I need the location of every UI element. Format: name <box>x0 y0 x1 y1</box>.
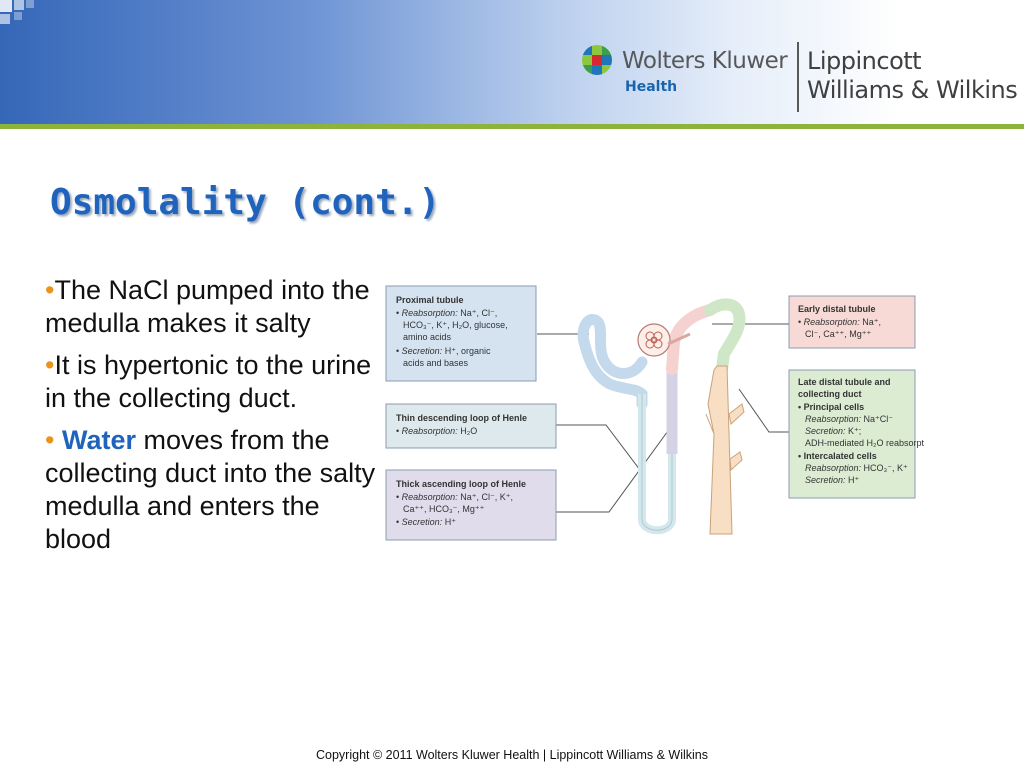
svg-text:• Secretion: H⁺, organic: • Secretion: H⁺, organic <box>396 346 491 356</box>
publisher-logo <box>578 42 1018 114</box>
bullet-highlight-water: Water <box>61 425 136 455</box>
svg-text:Cl⁻, Ca⁺⁺, Mg⁺⁺: Cl⁻, Ca⁺⁺, Mg⁺⁺ <box>805 329 872 339</box>
publisher-line-1: Lippincott <box>807 47 922 75</box>
bullet-marker: • <box>45 350 55 380</box>
svg-text:Secretion: H⁺: Secretion: H⁺ <box>805 475 860 485</box>
copyright-text: Copyright © 2011 Wolters Kluwer Health | Lippincott Williams & Wilkins <box>316 748 708 762</box>
svg-text:• Reabsorption: Na⁺, Cl⁻, K⁺,: • Reabsorption: Na⁺, Cl⁻, K⁺, <box>396 492 513 502</box>
bullet-text: moves from the collecting duct into the salty medulla and enters the blood <box>45 425 376 554</box>
svg-text:Thick ascending loop of Henle: Thick ascending loop of Henle <box>396 479 527 489</box>
svg-text:ADH-mediated H₂O reabsorption: ADH-mediated H₂O reabsorption <box>805 438 924 448</box>
svg-text:Thin descending loop of Henle: Thin descending loop of Henle <box>396 413 528 423</box>
bullet-text: It is hypertonic to the urine in the collecting duct. <box>45 350 372 413</box>
publisher-line-2: Williams & Wilkins <box>807 76 1018 104</box>
bullet-marker: • <box>45 275 55 305</box>
svg-text:• Intercalated cells: • Intercalated cells <box>798 451 877 461</box>
publisher-name <box>807 47 1017 105</box>
bullet-item <box>45 274 380 340</box>
slide-title: Osmolality (cont.) <box>50 182 441 223</box>
late-distal-collecting-duct-box <box>789 370 924 498</box>
svg-text:amino acids: amino acids <box>403 332 452 342</box>
svg-text:• Reabsorption: H₂O: • Reabsorption: H₂O <box>396 426 478 436</box>
header-accent-line <box>0 124 1024 129</box>
svg-text:Ca⁺⁺, HCO₃⁻, Mg⁺⁺: Ca⁺⁺, HCO₃⁻, Mg⁺⁺ <box>403 504 485 514</box>
svg-text:• Principal cells: • Principal cells <box>798 402 865 412</box>
nephron-diagram <box>384 284 924 551</box>
svg-text:• Secretion: H⁺: • Secretion: H⁺ <box>396 517 456 527</box>
svg-text:collecting duct: collecting duct <box>798 389 862 399</box>
svg-text:Reabsorption: Na⁺Cl⁻: Reabsorption: Na⁺Cl⁻ <box>805 414 894 424</box>
svg-text:• Reabsorption: Na⁺, Cl⁻,: • Reabsorption: Na⁺, Cl⁻, <box>396 308 498 318</box>
footer <box>0 748 1024 762</box>
logo-divider <box>797 42 799 112</box>
svg-text:acids and bases: acids and bases <box>403 358 469 368</box>
bullet-list <box>45 274 380 565</box>
brand-subtitle: Health <box>625 79 678 95</box>
svg-text:Early distal tubule: Early distal tubule <box>798 304 876 314</box>
thin-descending-loop-box <box>386 404 556 448</box>
svg-text:Reabsorption: HCO₃⁻, K⁺: Reabsorption: HCO₃⁻, K⁺ <box>805 463 908 473</box>
proximal-tubule-shape <box>583 319 642 404</box>
bullet-marker: • <box>45 425 55 455</box>
late-distal-tubule-shape <box>710 304 740 369</box>
brand-name: Wolters Kluwer <box>622 48 788 74</box>
collecting-duct-shape <box>706 366 732 534</box>
thick-ascending-loop-box <box>386 470 556 540</box>
svg-text:• Reabsorption: Na⁺,: • Reabsorption: Na⁺, <box>798 317 881 327</box>
bullet-text: The NaCl pumped into the medulla makes it salty <box>45 275 370 338</box>
header-banner <box>0 0 1024 128</box>
svg-text:Proximal tubule: Proximal tubule <box>396 295 464 305</box>
proximal-tubule-box <box>386 286 536 381</box>
svg-text:Late distal tubule and: Late distal tubule and <box>798 377 891 387</box>
wolters-kluwer-globe-icon <box>582 45 612 75</box>
bullet-item <box>45 424 380 556</box>
bullet-item <box>45 349 380 415</box>
early-distal-tubule-box <box>789 296 915 348</box>
svg-text:Secretion: K⁺;: Secretion: K⁺; <box>805 426 862 436</box>
svg-text:HCO₃⁻, K⁺, H₂O, glucose,: HCO₃⁻, K⁺, H₂O, glucose, <box>403 320 508 330</box>
